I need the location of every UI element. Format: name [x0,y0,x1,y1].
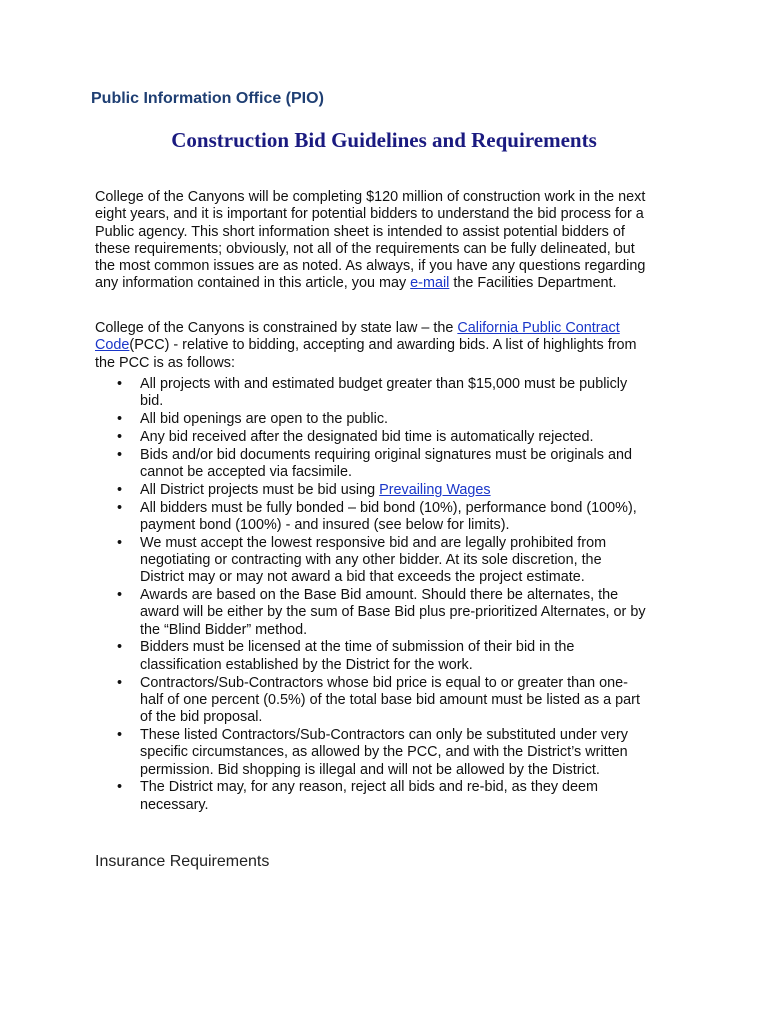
list-item [117,535,697,587]
intro-line: College of the Canyons will be completing $120 million of construction work in the next [95,189,646,205]
intro-text: the Facilities Department. [449,275,617,292]
list-item-text: of the bid proposal. [140,709,263,726]
pcc-text: College of the Canyons is constrained by state law – the [95,320,458,336]
list-item-text: Contractors/Sub-Contractors whose bid price is equal to or greater than one- [140,674,628,691]
list-item [117,447,697,482]
list-item-text: Awards are based on the Base Bid amount. Should there be alternates, the [140,587,619,604]
office-heading: Public Information Office (PIO) [91,90,324,107]
pcc-text: (PCC) - relative to bidding, accepting and awarding bids. A list of highlights from [129,337,637,354]
list-item-text [140,482,697,499]
list-item-text: payment bond (100%) - and insured (see below for limits). [140,516,510,533]
intro-line: eight years, and it is important for potential bidders to understand the bid process for a [95,206,644,223]
list-item [117,727,697,779]
list-item-text: permission. Bid shopping is illegal and will not be allowed by the District. [140,761,600,778]
list-item [117,587,697,639]
pcc-paragraph [95,320,685,372]
intro-paragraph [95,189,685,293]
insurance-heading: Insurance Requirements [95,853,270,870]
bullet-icon: • [117,726,123,743]
intro-line [95,275,685,292]
intro-line: Public agency. This short information sheet is intended to assist potential bidders of [95,223,625,240]
list-item-text: negotiating or contracting with any other bidder. At its sole discretion, the [140,551,602,568]
list-item-text: All bid openings are open to the public. [140,411,389,428]
list-item-text: District may or may not award a bid that exceeds the project estimate. [140,569,585,586]
list-item-text: bid. [140,393,164,410]
list-item [117,482,697,499]
bullet-icon: • [117,587,123,604]
list-item-text-before: All District projects must be bid using [140,481,380,498]
intro-line: the most common issues are as noted. As always, if you have any questions regarding [95,258,646,275]
list-item-text: award will be either by the sum of Base Bid plus pre-prioritized Alternates, or by [140,604,646,621]
list-item-text: necessary. [140,796,209,813]
bullet-icon: • [117,779,123,796]
bullet-icon: • [117,674,123,691]
pcc-link-part2[interactable]: Code [95,337,130,354]
list-item [117,411,697,428]
bullet-icon: • [117,534,123,551]
pcc-link-part1[interactable]: California Public Contract [457,320,620,336]
prevailing-wages-link[interactable]: Prevailing Wages [379,481,491,498]
bullet-icon: • [117,481,123,498]
list-item-text: the “Blind Bidder” method. [140,621,308,638]
list-item-text: The District may, for any reason, reject all bids and re-bid, as they deem [140,779,599,796]
bullet-icon: • [117,639,123,656]
list-item-text: All bidders must be fully bonded – bid bond (10%), performance bond (100%), [140,499,637,516]
intro-line: these requirements; obviously, not all of the requirements can be fully delineated, but [95,240,635,257]
list-item-text: We must accept the lowest responsive bid and are legally prohibited from [140,534,607,551]
list-item [117,429,697,446]
list-item [117,500,697,535]
list-item-text: These listed Contractors/Sub-Contractors can only be substituted under very [140,726,628,743]
list-item-text: Bids and/or bid documents requiring original signatures must be originals and [140,446,632,463]
list-item-text: classification established by the District for the work. [140,656,473,673]
list-item-text: All projects with and estimated budget greater than $15,000 must be publicly [140,376,628,392]
list-item-text: cannot be accepted via facsimile. [140,463,352,480]
list-item-text: Any bid received after the designated bid time is automatically rejected. [140,428,594,445]
bullet-icon: • [117,446,123,463]
pcc-line: the PCC is as follows: [95,354,235,371]
list-item-text: Bidders must be licensed at the time of submission of their bid in the [140,639,575,656]
list-item [117,376,697,411]
intro-text: any information contained in this article, you may [95,275,411,292]
list-item-text: half of one percent (0.5%) of the total base bid amount must be listed as a part [140,691,640,708]
pcc-line [95,337,685,354]
list-item [117,675,697,727]
list-item [117,639,697,674]
pcc-line [95,320,685,337]
bullet-icon: • [117,499,123,516]
list-item-text: specific circumstances, as allowed by the PCC, and with the District’s written [140,744,628,761]
page-title: Construction Bid Guidelines and Requirements [171,128,597,152]
email-link[interactable]: e-mail [410,275,450,292]
bullet-icon: • [117,376,123,392]
bullet-icon: • [117,428,123,445]
highlights-list [117,376,697,814]
list-item [117,779,697,814]
bullet-icon: • [117,411,123,428]
